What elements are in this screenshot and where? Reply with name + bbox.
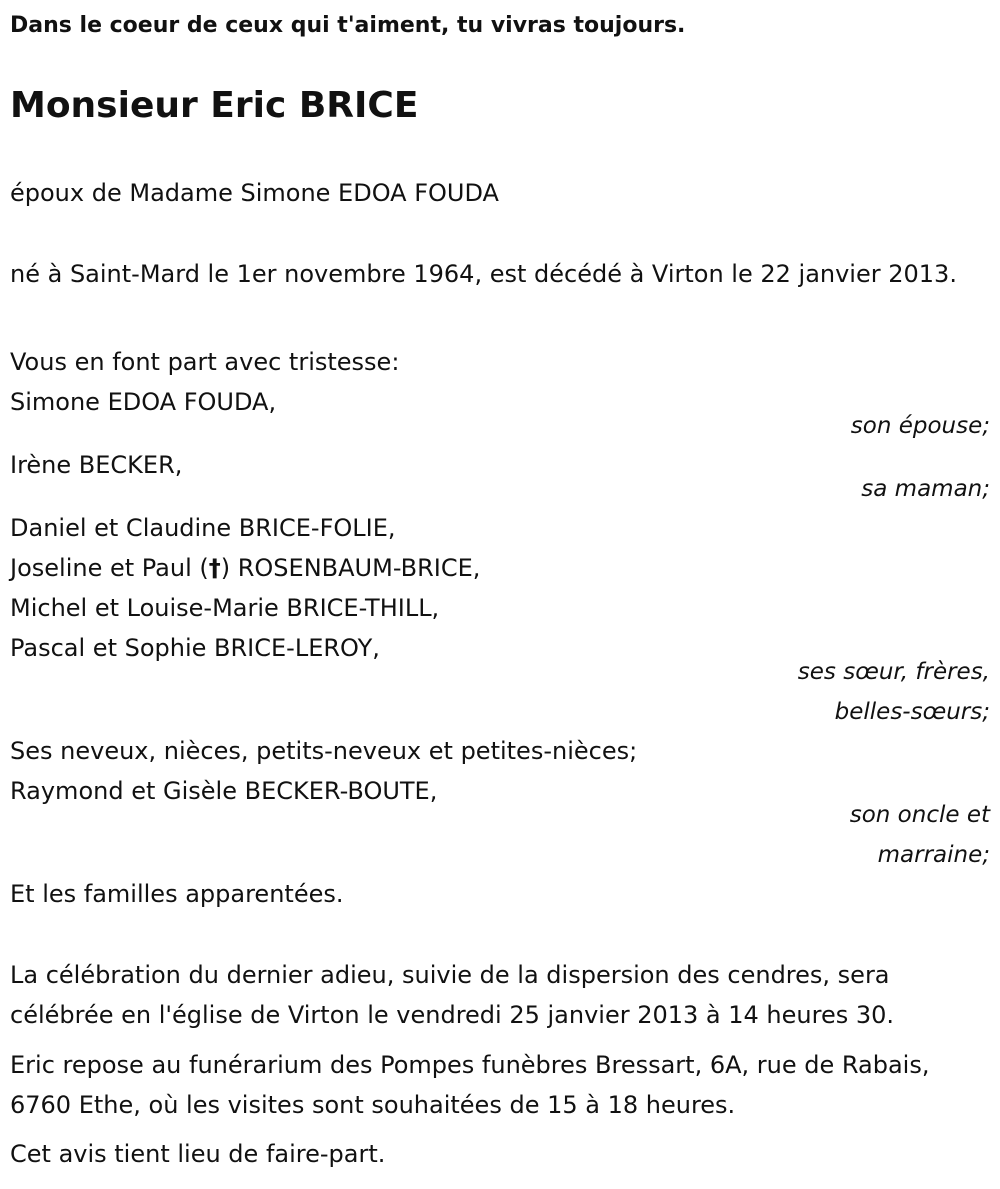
deceased-name: Monsieur Eric BRICE — [10, 85, 419, 126]
ceremony-text: La célébration du dernier adieu, suivie de la dispersion des cendres, sera célébrée en l'église de Virton le vendredi 25 janvier 2013 à 14 heures 30. — [10, 961, 895, 1029]
closing-text: Cet avis tient lieu de faire-part. — [10, 1140, 386, 1168]
mourner-mother-name: Irène BECKER, — [10, 451, 183, 479]
epigraph: Dans le coeur de ceux qui t'aiment, tu vivras toujours. — [10, 13, 686, 38]
mourner-spouse-name: Simone EDOA FOUDA, — [10, 388, 277, 416]
birth-death-line: né à Saint-Mard le 1er novembre 1964, est décédé à Virton le 22 janvier 2013. — [10, 260, 957, 288]
mourner-uncle-relation-1: son oncle et — [849, 802, 990, 828]
spouse-line: époux de Madame Simone EDOA FOUDA — [10, 179, 499, 207]
mourner-sibling-1: Daniel et Claudine BRICE-FOLIE, — [10, 514, 396, 542]
mourner-sibling-2 — [10, 548, 480, 588]
announcement-intro: Vous en font part avec tristesse: — [10, 348, 400, 376]
mourner-mother-relation: sa maman; — [861, 476, 990, 502]
mourner-sibling-3: Michel et Louise-Marie BRICE-THILL, — [10, 594, 440, 622]
mourner-sibling-2-suffix: ) ROSENBAUM-BRICE, — [220, 554, 481, 582]
mourner-siblings-relation-2: belles-sœurs; — [834, 699, 990, 725]
mourner-sibling-4: Pascal et Sophie BRICE-LEROY, — [10, 634, 380, 662]
mourner-sibling-2-prefix: Joseline et Paul ( — [10, 554, 209, 582]
funerarium-text: Eric repose au funérarium des Pompes funèbres Bressart, 6A, rue de Rabais, 6760 Ethe, où les visites sont souhaitées de 15 à 18 heures. — [10, 1051, 930, 1119]
mourner-nephews-line: Ses neveux, nièces, petits-neveux et petites-nièces; — [10, 737, 638, 765]
mourner-families-line: Et les familles apparentées. — [10, 880, 344, 908]
mourner-siblings-relation-1: ses sœur, frères, — [797, 659, 990, 685]
mourner-spouse-relation: son épouse; — [850, 413, 990, 439]
deceased-cross-icon: † — [208, 554, 221, 582]
mourner-uncle-relation-2: marraine; — [877, 842, 990, 868]
mourner-uncle-name: Raymond et Gisèle BECKER-BOUTE, — [10, 777, 438, 805]
